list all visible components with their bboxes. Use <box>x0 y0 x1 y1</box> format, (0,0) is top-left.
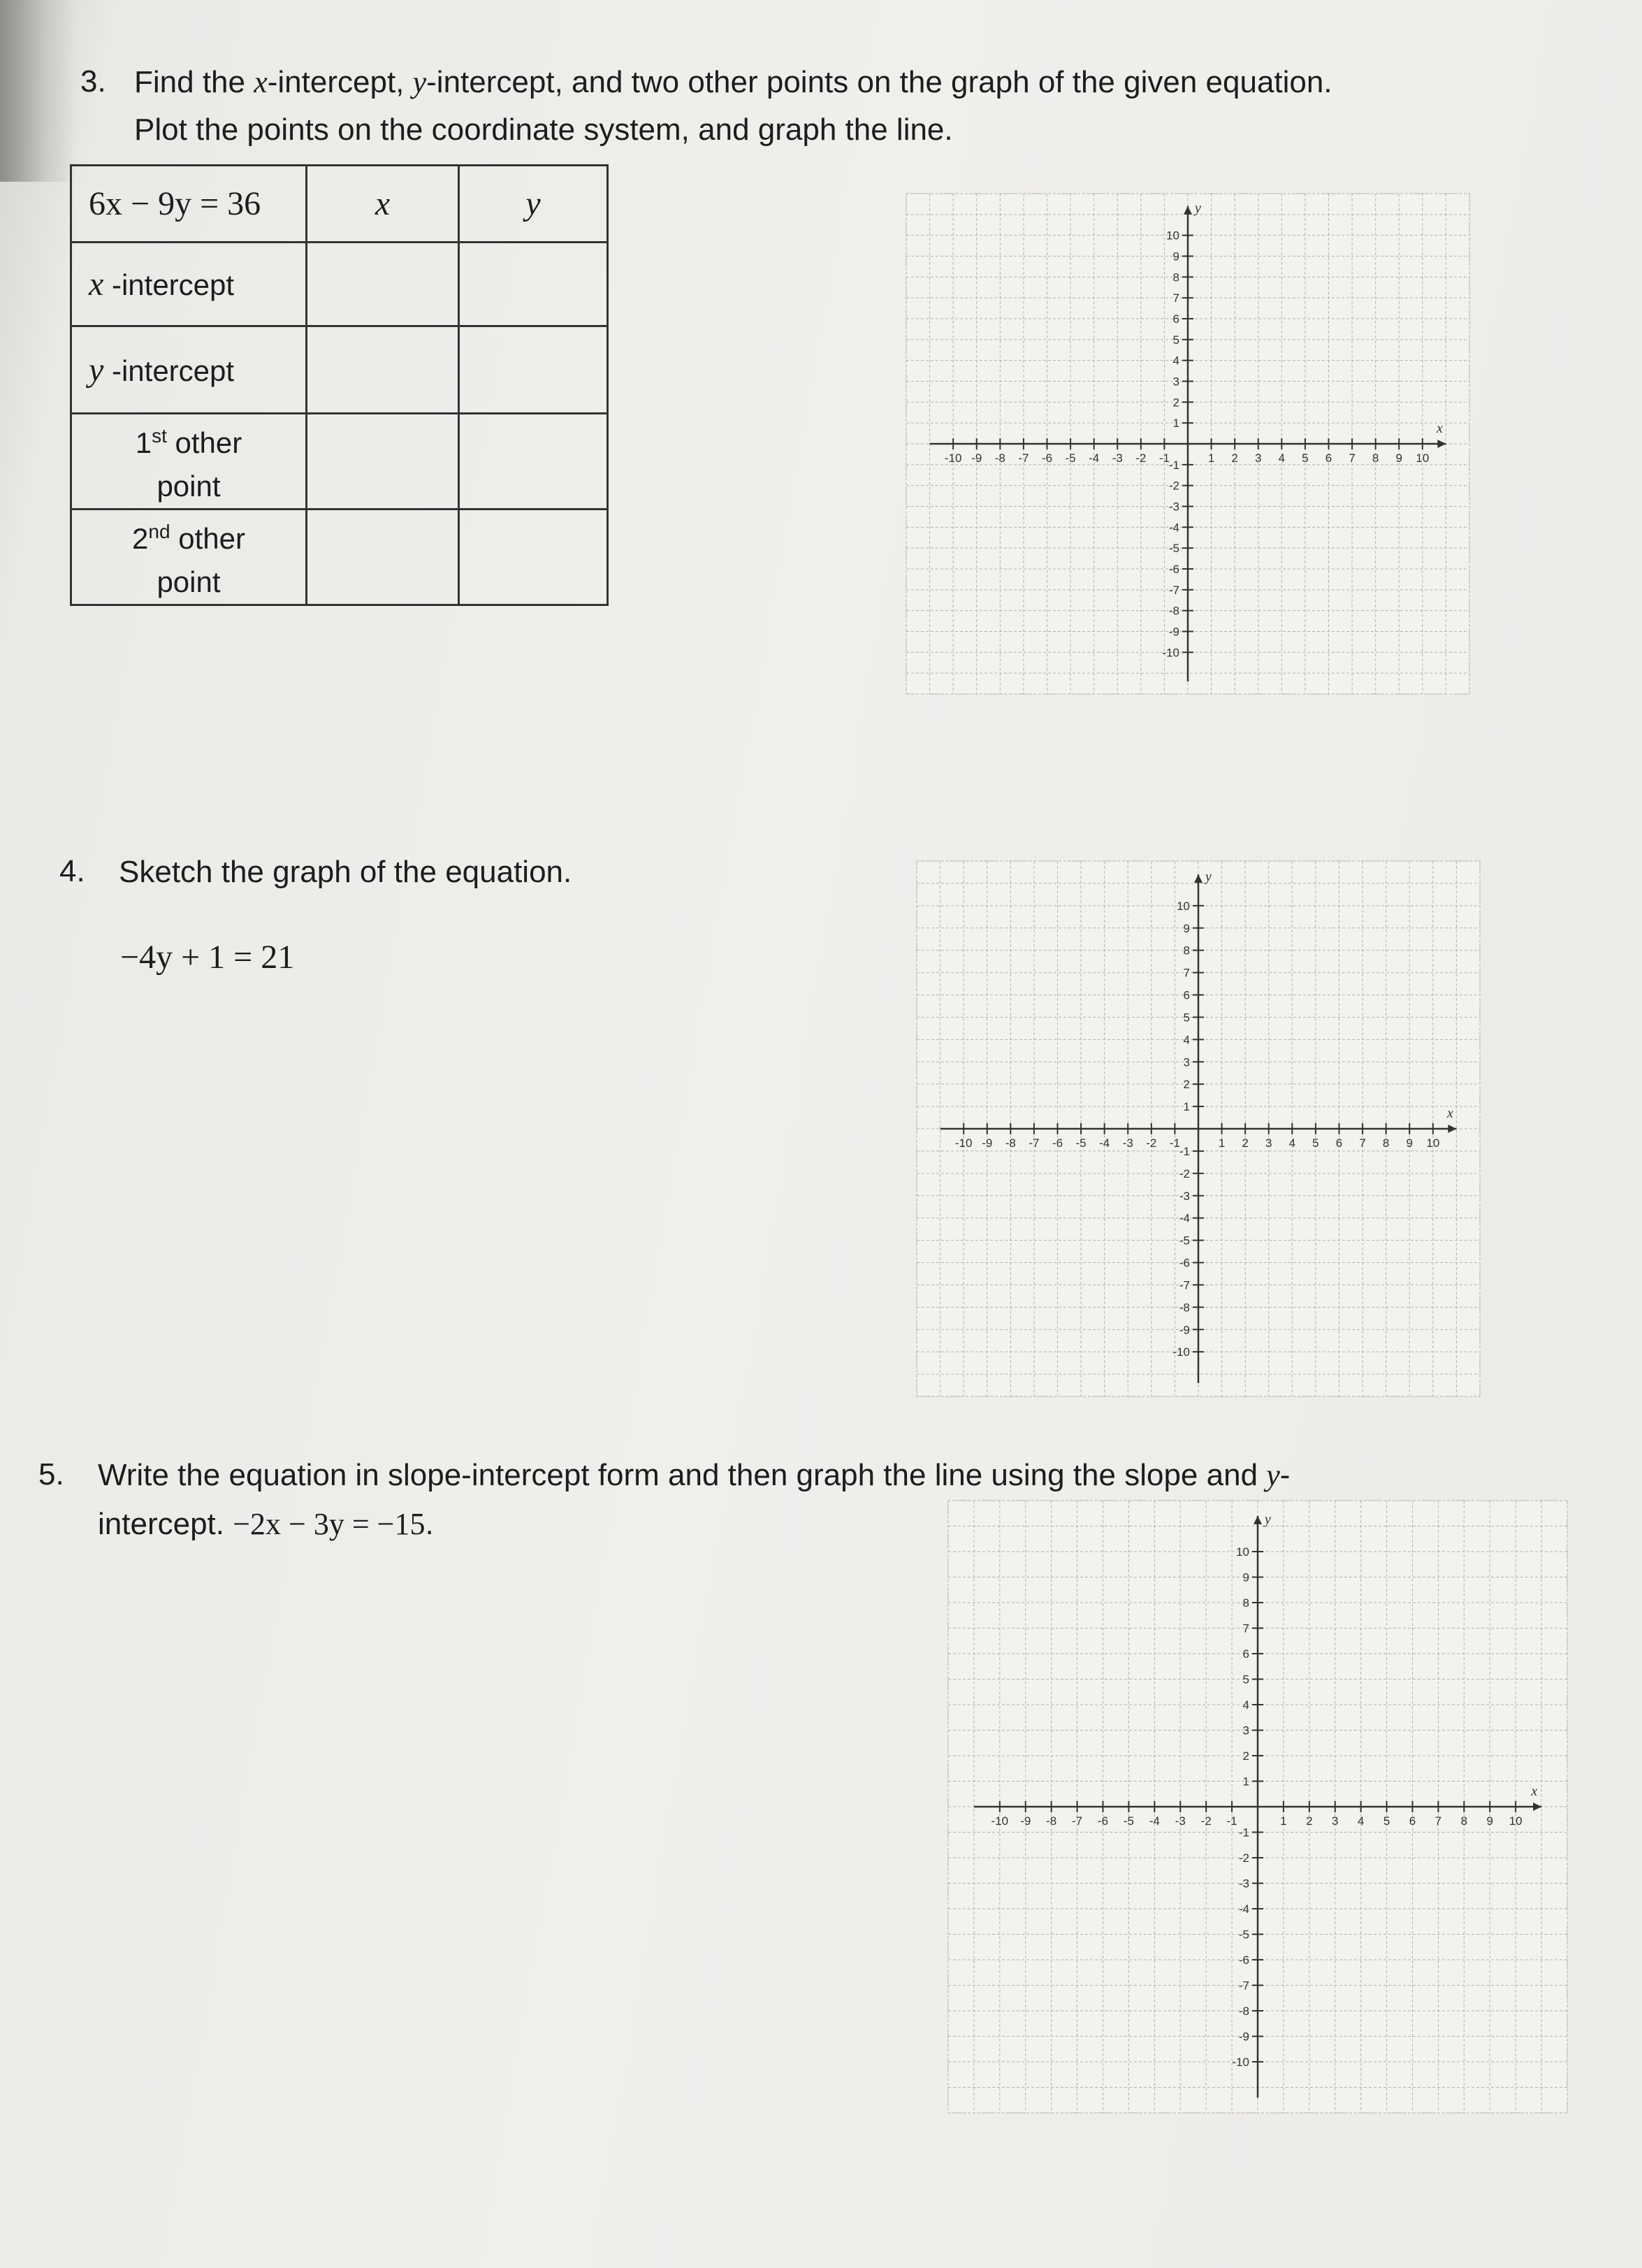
q5-number: 5. <box>38 1457 64 1491</box>
q3-instruction-line2: Plot the points on the coordinate system, and graph the line. <box>134 113 953 147</box>
first-point-x-cell[interactable] <box>307 414 459 510</box>
table-header-y: y <box>459 166 608 243</box>
x-tick-label: 5 <box>1383 1814 1390 1828</box>
x-tick-label: 10 <box>1416 452 1430 465</box>
y-intercept-y-cell[interactable] <box>459 326 608 414</box>
y-tick-label: 10 <box>1236 1545 1249 1559</box>
x-tick-label: -10 <box>954 1136 973 1150</box>
x-tick-label: 3 <box>1265 1136 1272 1150</box>
y-tick-label: 7 <box>1172 291 1179 305</box>
y-tick-label: 5 <box>1172 333 1179 347</box>
x-tick-label: -8 <box>1005 1136 1016 1150</box>
y-tick-label: 9 <box>1172 250 1179 263</box>
y-tick-label: -5 <box>1168 542 1179 556</box>
q4-instruction: Sketch the graph of the equation. <box>119 855 572 889</box>
y-tick-label: -4 <box>1168 521 1179 535</box>
y-tick-label: -9 <box>1168 625 1179 639</box>
y-tick-label: -6 <box>1238 1953 1249 1967</box>
x-tick-label: 4 <box>1278 452 1286 465</box>
x-tick-label: 2 <box>1306 1814 1313 1828</box>
x-tick-label: 4 <box>1357 1814 1365 1828</box>
x-tick-label: 3 <box>1255 452 1262 465</box>
grid-svg[interactable] <box>908 853 1488 1405</box>
x-tick-label: -8 <box>994 452 1005 465</box>
y-tick-label: 9 <box>1183 921 1190 935</box>
x-axis-label: x <box>1531 1784 1538 1799</box>
x-tick-label: 6 <box>1409 1814 1416 1828</box>
x-tick-label: 5 <box>1312 1136 1319 1150</box>
y-tick-label: -10 <box>1162 646 1179 660</box>
y-tick-label: -1 <box>1238 1826 1249 1840</box>
x-tick-label: 2 <box>1231 452 1238 465</box>
row-label-y-intercept: y -intercept <box>71 326 307 414</box>
y-tick-label: 3 <box>1242 1724 1249 1738</box>
points-table <box>70 164 609 606</box>
y-tick-label: 2 <box>1183 1078 1190 1092</box>
coordinate-grid-q4[interactable] <box>908 853 1488 1405</box>
x-tick-label: -2 <box>1146 1136 1157 1150</box>
y-tick-label: 1 <box>1242 1775 1249 1789</box>
x-tick-label: -2 <box>1135 452 1147 465</box>
y-tick-label: -10 <box>1172 1345 1190 1359</box>
x-tick-label: 9 <box>1395 452 1402 465</box>
y-tick-label: 3 <box>1172 375 1179 389</box>
x-tick-label: 10 <box>1509 1814 1523 1828</box>
x-tick-label: 9 <box>1486 1814 1493 1828</box>
y-tick-label: -3 <box>1238 1877 1249 1891</box>
x-tick-label: -5 <box>1123 1814 1134 1828</box>
table-equation: 6x − 9y = 36 <box>71 166 307 243</box>
y-tick-label: 6 <box>1242 1647 1249 1661</box>
x-tick-label: -7 <box>1072 1814 1083 1828</box>
q3-instruction-line1: Find the x-intercept, y-intercept, and two other points on the graph of the given equation. <box>134 65 1332 99</box>
x-tick-label: -4 <box>1099 1136 1110 1150</box>
table-header-x: x <box>307 166 459 243</box>
q4-equation: −4y + 1 = 21 <box>120 939 295 976</box>
x-tick-label: -3 <box>1122 1136 1133 1150</box>
y-axis-label: y <box>1205 869 1212 885</box>
x-tick-label: -7 <box>1029 1136 1040 1150</box>
y-tick-label: 1 <box>1183 1100 1190 1114</box>
page-shadow <box>0 0 77 182</box>
y-tick-label: -3 <box>1168 500 1179 514</box>
row-label-first-point: 1st other point <box>71 414 307 510</box>
y-tick-label: 10 <box>1177 899 1190 913</box>
q5-instruction-line1: Write the equation in slope-intercept form and then graph the line using the slope and y- <box>98 1458 1291 1492</box>
x-tick-label: -5 <box>1065 452 1076 465</box>
y-tick-label: -1 <box>1179 1144 1190 1158</box>
y-tick-label: -2 <box>1168 479 1179 493</box>
y-tick-label: -10 <box>1232 2056 1249 2069</box>
y-tick-label: 1 <box>1172 417 1179 431</box>
y-tick-label: -8 <box>1179 1301 1190 1315</box>
x-tick-label: 3 <box>1332 1814 1339 1828</box>
x-tick-label: -6 <box>1041 452 1053 465</box>
x-tick-label: 7 <box>1349 452 1356 465</box>
x-tick-label: 6 <box>1335 1136 1343 1150</box>
x-tick-label: -3 <box>1112 452 1123 465</box>
y-tick-label: 4 <box>1242 1698 1249 1712</box>
y-tick-label: -7 <box>1179 1278 1190 1292</box>
q4-number: 4. <box>59 854 85 888</box>
first-point-y-cell[interactable] <box>459 414 608 510</box>
y-tick-label: 6 <box>1183 988 1190 1002</box>
x-tick-label: -6 <box>1052 1136 1063 1150</box>
y-tick-label: 3 <box>1183 1055 1190 1069</box>
y-tick-label: -6 <box>1168 563 1179 576</box>
x-tick-label: -4 <box>1149 1814 1160 1828</box>
x-tick-label: -7 <box>1018 452 1029 465</box>
x-tick-label: 8 <box>1460 1814 1468 1828</box>
y-tick-label: -2 <box>1238 1851 1249 1865</box>
y-tick-label: 7 <box>1242 1621 1249 1635</box>
y-axis-label: y <box>1265 1511 1271 1527</box>
x-tick-label: 9 <box>1406 1136 1413 1150</box>
x-axis-label: x <box>1436 421 1443 436</box>
x-tick-label: -6 <box>1097 1814 1109 1828</box>
x-tick-label: -3 <box>1175 1814 1186 1828</box>
x-tick-label: 6 <box>1325 452 1332 465</box>
second-point-y-cell[interactable] <box>459 510 608 605</box>
y-tick-label: -7 <box>1238 1979 1249 1993</box>
second-point-x-cell[interactable] <box>307 510 459 605</box>
y-tick-label: -4 <box>1179 1211 1190 1225</box>
y-tick-label: -7 <box>1168 583 1179 597</box>
q3-number: 3. <box>80 64 106 99</box>
y-tick-label: 9 <box>1242 1570 1249 1584</box>
x-tick-label: 4 <box>1288 1136 1296 1150</box>
x-intercept-y-cell[interactable] <box>459 243 608 326</box>
y-tick-label: -1 <box>1168 458 1179 472</box>
x-tick-label: -1 <box>1226 1814 1237 1828</box>
x-axis-label: x <box>1446 1106 1453 1121</box>
y-tick-label: 5 <box>1242 1673 1249 1686</box>
x-tick-label: 5 <box>1302 452 1309 465</box>
x-tick-label: 7 <box>1434 1814 1442 1828</box>
x-tick-label: 1 <box>1280 1814 1287 1828</box>
x-tick-label: -8 <box>1046 1814 1057 1828</box>
y-tick-label: 2 <box>1242 1749 1249 1763</box>
y-tick-label: -9 <box>1238 2030 1249 2044</box>
x-intercept-x-cell[interactable] <box>307 243 459 326</box>
x-tick-label: 1 <box>1218 1136 1226 1150</box>
x-tick-label: 10 <box>1426 1136 1440 1150</box>
y-tick-label: -2 <box>1179 1166 1190 1180</box>
x-tick-label: -9 <box>982 1136 993 1150</box>
x-tick-label: -9 <box>1020 1814 1031 1828</box>
coordinate-grid-q3[interactable] <box>898 185 1478 702</box>
y-tick-label: -5 <box>1238 1928 1249 1942</box>
y-tick-label: 6 <box>1172 312 1179 326</box>
x-tick-label: -1 <box>1169 1136 1180 1150</box>
coordinate-grid-q5[interactable] <box>940 1492 1576 2121</box>
x-tick-label: -9 <box>971 452 982 465</box>
x-tick-label: -1 <box>1158 452 1170 465</box>
y-axis-label: y <box>1195 200 1201 216</box>
x-tick-label: -2 <box>1200 1814 1212 1828</box>
x-tick-label: -10 <box>944 452 962 465</box>
x-tick-label: 7 <box>1359 1136 1366 1150</box>
x-tick-label: 2 <box>1242 1136 1249 1150</box>
y-intercept-x-cell[interactable] <box>307 326 459 414</box>
y-tick-label: -5 <box>1179 1234 1190 1248</box>
y-tick-label: 10 <box>1166 229 1179 243</box>
y-tick-label: 8 <box>1172 270 1179 284</box>
y-tick-label: 5 <box>1183 1011 1190 1025</box>
y-tick-label: -6 <box>1179 1256 1190 1270</box>
x-tick-label: 8 <box>1382 1136 1390 1150</box>
row-label-x-intercept: x -intercept <box>71 243 307 326</box>
y-tick-label: -3 <box>1179 1189 1190 1203</box>
y-tick-label: -4 <box>1238 1902 1249 1916</box>
y-tick-label: 7 <box>1183 966 1190 980</box>
x-tick-label: -4 <box>1089 452 1100 465</box>
y-tick-label: 4 <box>1183 1033 1190 1047</box>
y-tick-label: 4 <box>1172 354 1179 368</box>
x-tick-label: 8 <box>1372 452 1379 465</box>
y-tick-label: 8 <box>1242 1596 1249 1610</box>
row-label-second-point: 2nd other point <box>71 510 307 605</box>
grid-svg[interactable] <box>898 185 1478 702</box>
q5-instruction-line2: intercept. −2x − 3y = −15. <box>98 1507 434 1541</box>
y-tick-label: 2 <box>1172 396 1179 410</box>
x-tick-label: -10 <box>991 1814 1009 1828</box>
x-tick-label: 1 <box>1207 452 1215 465</box>
y-tick-label: -8 <box>1238 2005 1249 2018</box>
grid-svg[interactable] <box>940 1492 1576 2121</box>
y-tick-label: -9 <box>1179 1323 1190 1337</box>
y-tick-label: -8 <box>1168 604 1179 618</box>
x-tick-label: -5 <box>1075 1136 1087 1150</box>
y-tick-label: 8 <box>1183 944 1190 958</box>
